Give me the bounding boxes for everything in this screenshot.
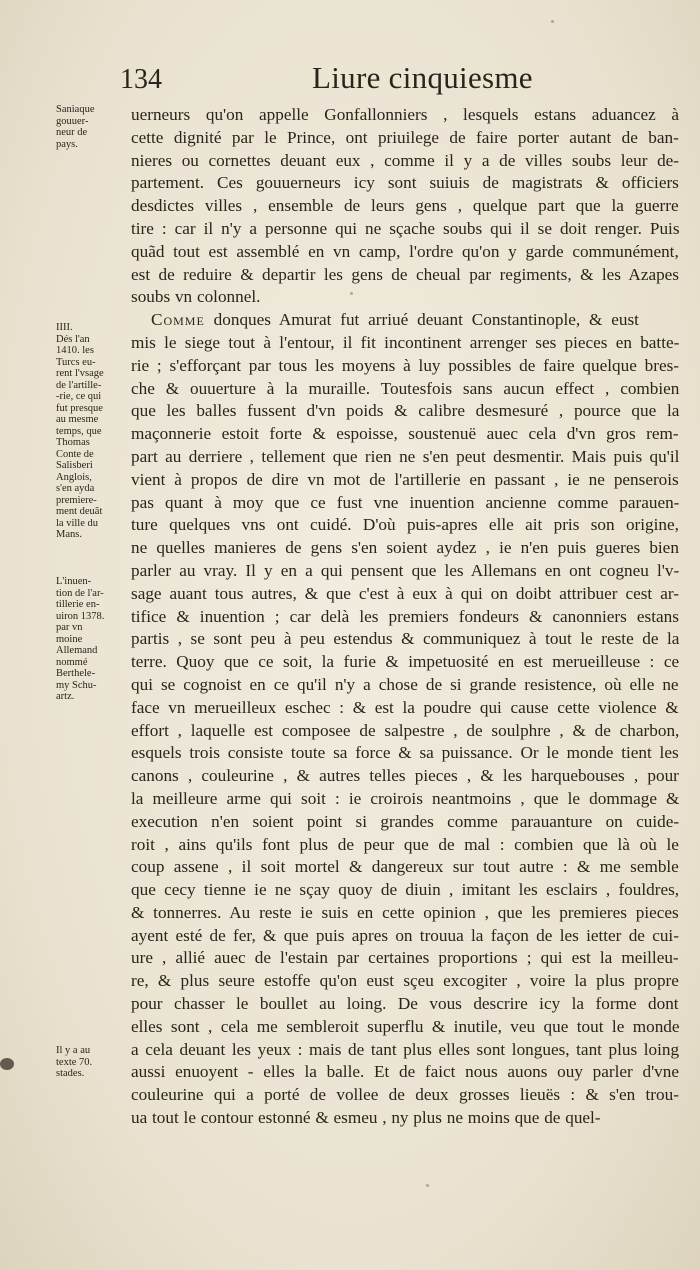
p1-line: cette dignité par le Prince, ont priuilege de faire porter autant de ban- (131, 127, 679, 147)
p1-line: partement. Ces gouuerneurs icy sont suiuis de magistrats & officiers (131, 173, 679, 193)
p1-line: uerneurs qu'on appelle Gonfallonniers , lesquels estans aduancez à (131, 105, 680, 124)
note2-line: Salisberi (56, 460, 93, 471)
note2-line: premiere- (56, 494, 97, 506)
note2-line: la ville du (56, 517, 98, 529)
note1-line: neur de (56, 127, 88, 138)
p2-line: que les balles fussent d'vn poids & calibre desmesuré , pource que la (131, 401, 680, 421)
note3-line: uiron 1378. (56, 610, 105, 622)
p2-line: ne quelles manieres de gens s'en soient aydez , ie n'en puis gueres bien (131, 538, 679, 558)
p2-line: la meilleure arme qui soit : ie croirois neantmoins , que le dommage & (131, 788, 680, 808)
p2-line: aussi enuoyent - elles la balle. Et de faict nous auons ouy parler d'vne (131, 1062, 679, 1082)
p2-line: ayent esté de fer, & que puis apres on trouua la façon de les ietter de cui- (131, 925, 679, 945)
p2-line: ure , allié auec de l'estain par certaines proportions ; qui est la meilleu- (131, 948, 679, 968)
note3-line: moine (56, 633, 83, 645)
p2-line: & tonnerres. Au reste ie suis en cette opinion , que les premieres pieces (131, 902, 679, 922)
note3-line: par vn (56, 622, 83, 633)
p2-line: mis le siege tout à l'entour, il fit incontinent arrenger ses pieces en batte- (131, 332, 680, 352)
note3-line: tillerie en- (56, 599, 100, 610)
marginal-note-artillery-invention (56, 576, 128, 703)
note2-line: ment deuãt (56, 506, 103, 517)
p2-line: re, & plus seure estoffe qu'on eust sçeu excogiter , voire la plus propre (131, 971, 679, 991)
p2-line: rie ; s'efforçant par tous les moyens à luy possibles de faire quelque bres- (131, 355, 679, 375)
p1-line: soubs vn colonnel. (131, 287, 261, 307)
p2-line: sage auant tous autres, & que c'est à eux à qui on doibt attribuer cest ar- (131, 583, 679, 603)
p2-line: ture quelques vns ont cuidé. D'où puis-apres elle ait pris son origine, (131, 515, 679, 535)
p2-line: coup assene , il soit mortel & dangereux sur tout autre : & me semble (131, 857, 679, 877)
paper-speck (426, 1184, 429, 1187)
p1-line: nieres ou cornettes deuant eux , comme il y a de villes soubs leur de- (131, 150, 680, 170)
note2-line: temps, que (56, 425, 102, 437)
note2-line: de l'artille- (56, 379, 102, 391)
paragraph-2 (131, 332, 679, 1130)
p2-line: que cecy tienne ie ne sçay quoy de diuin , imitant les esclairs , fouldres, (131, 880, 680, 900)
p2-line: elles sont , cela me sembleroit superflu & inutile, veu que tout le monde (131, 1016, 680, 1036)
note2-line: au mesme (56, 414, 99, 425)
paper-speck (551, 20, 554, 23)
ink-blot (0, 1058, 14, 1070)
paragraph-1 (131, 104, 679, 309)
paper-speck (350, 292, 353, 295)
page-number: 134 (120, 64, 162, 95)
note3-line: Berthele- (56, 668, 96, 679)
note3-line: L'inuen- (56, 576, 92, 587)
p2-line: vient à propos de dire vn mot de l'artillerie en passant , ie ne penserois (131, 469, 679, 489)
running-title: Liure cinquiesme (312, 60, 533, 95)
note3-line: my Schu- (56, 679, 97, 691)
note2-line: Turcs eu- (56, 356, 96, 368)
note4-line: texte 70. (56, 1056, 93, 1068)
p2-line: part au derriere , tellement que rien ne s'en peut desmentir. Mais puis qu'il (131, 446, 680, 466)
p1-line: tire : car il n'y a personne qui ne sçache soubs qui il se doit renger. Puis (131, 218, 680, 238)
p2-line: execution n'en soient point si grandes comme parauanture on cuide- (131, 811, 680, 831)
marginal-note-artillery-date (56, 322, 128, 541)
p2-line: parler au vray. Il y en a qui pensent que les Allemans en ont cogneu l'v- (131, 560, 680, 580)
note1-line: Saniaque (56, 104, 95, 115)
note2-line: Conte de (56, 448, 94, 460)
note2-line: Thomas (56, 437, 90, 448)
paragraph-2-first-line (131, 309, 679, 332)
note2-line: fut presque (56, 402, 103, 414)
p2-line: terre. Quoy que ce soit, la furie & impetuosité en est merueilleuse : ce (131, 652, 680, 672)
p2-line: esquels trois consiste toute sa force & sa puissance. Or le monde tient les (131, 743, 679, 763)
p2-line: qui se cognoist en ce qu'il n'y a chose de si grande resistence, où elle ne (131, 674, 679, 694)
p2-line: maçonnerie estoit forte & espoisse, soustenuë auec cela d'vn gros rem- (131, 424, 679, 444)
marginal-note-stades (56, 1045, 128, 1080)
p2-line: pour chasser le boullet au loing. De vous descrire icy la forme dont (131, 994, 679, 1014)
note4-line: stades. (56, 1068, 85, 1079)
main-text (131, 104, 679, 1130)
p2-line: pas quant à moy que ce fust vne inuention ancienne comme parauen- (131, 492, 680, 512)
p2-line: roit , ains qu'ils font plus de peur que de mal : combien que là où le (131, 834, 679, 854)
p2-line: face vn merueilleux eschec : & est la poudre qui cause cette violence & (131, 697, 679, 717)
paragraph-2-initial-word: Comme (151, 310, 205, 330)
p1-line: quãd tout est assemblé en vn camp, l'ordre qu'on y garde communément, (131, 241, 679, 261)
p2-line: canons , couleurine , & autres telles pieces , & les harquebouses , pour (131, 766, 679, 786)
note2-line: Dés l'an (56, 333, 90, 345)
note1-line: pays. (56, 138, 78, 150)
note2-line: rent l'vsage (56, 368, 104, 379)
p2-line: couleurine qui a porté de vollee de deux grosses lieuës : & s'en trou- (131, 1085, 679, 1105)
marginal-note-governor (56, 104, 128, 150)
note2-line: IIII. (56, 322, 73, 333)
note2-line: s'en ayda (56, 483, 95, 494)
note2-line: 1410. les (56, 345, 94, 356)
note3-line: tion de l'ar- (56, 587, 104, 599)
paragraph-2-first-line-text: donques Amurat fut arriué deuant Constantinople, & eust (204, 310, 639, 330)
p1-line: est de reduire & departir les gens de cheual par regiments, & les Azapes (131, 264, 679, 284)
p2-line: a cela deuant les yeux : mais de tant plus elles sont longues, tant plus loing (131, 1039, 680, 1059)
note2-line: Mans. (56, 529, 82, 540)
note3-line: artz. (56, 691, 75, 702)
note2-line: Anglois, (56, 471, 92, 483)
note2-line: -rie, ce qui (56, 391, 102, 402)
note3-line: Allemand (56, 645, 98, 656)
p1-line: desdictes villes , ensemble de leurs gens , quelque part que la guerre (131, 196, 679, 216)
note4-line: Il y a au (56, 1045, 91, 1056)
page-header (0, 60, 700, 100)
p2-line: che & ouuerture à la muraille. Toutesfois sans aucun effect , combien (131, 378, 680, 398)
p2-line: ua tout le contour estonné & esmeu , ny plus ne moins que de quel- (131, 1108, 601, 1128)
note3-line: nommé (56, 656, 88, 668)
p2-line: effort , laquelle est composee de salpestre , de soulphre , & de charbon, (131, 720, 680, 740)
note1-line: gouuer- (56, 115, 89, 127)
p2-line: tifice & inuention ; car delà les premiers fondeurs & canonniers estans (131, 606, 679, 626)
p2-line: partis , se sont peu à peu estendus & communiquez à tout le reste de la (131, 629, 680, 649)
